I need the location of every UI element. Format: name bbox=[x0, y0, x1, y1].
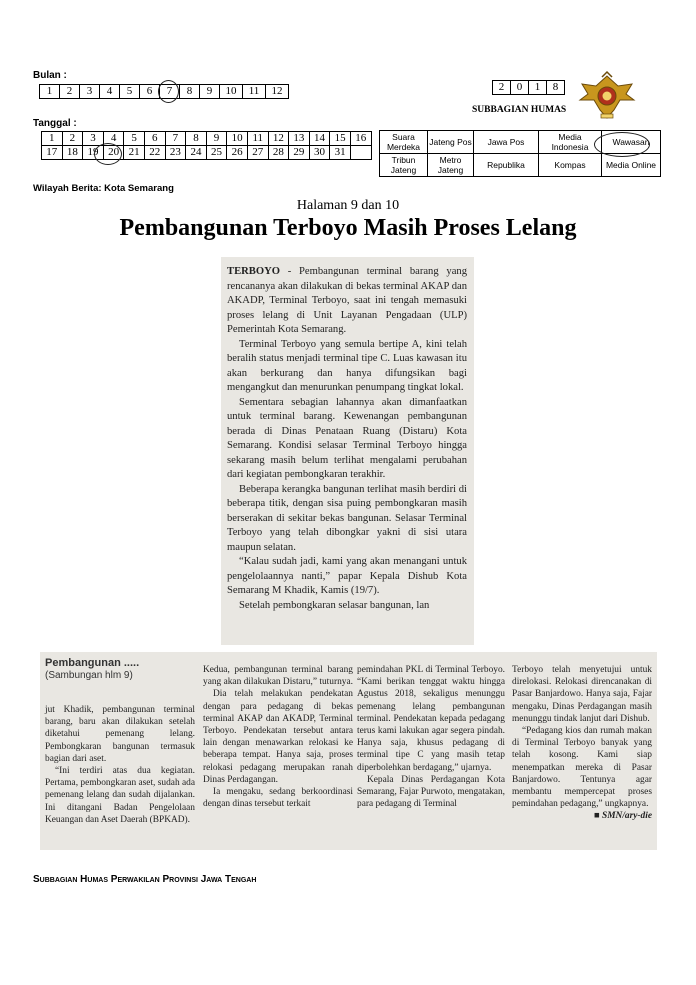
month-cell: 8 bbox=[180, 85, 200, 99]
date-cell: 23 bbox=[165, 146, 186, 160]
month-cell: 10 bbox=[220, 85, 243, 99]
media-cell: Suara Merdeka bbox=[380, 131, 428, 154]
year-digit-cell: 8 bbox=[547, 81, 565, 95]
tanggal-label: Tanggal : bbox=[33, 118, 77, 129]
date-cell: 25 bbox=[206, 146, 227, 160]
date-cell: 24 bbox=[186, 146, 207, 160]
date-cell: 9 bbox=[206, 132, 227, 146]
month-cell: 2 bbox=[60, 85, 80, 99]
wilayah-berita: Wilayah Berita: Kota Semarang bbox=[33, 183, 174, 194]
org-name: SUBBAGIAN HUMAS bbox=[472, 105, 567, 115]
month-cell: 5 bbox=[120, 85, 140, 99]
article-clipping-bottom bbox=[40, 652, 657, 850]
dateline: TERBOYO bbox=[227, 266, 280, 277]
date-cell: 7 bbox=[165, 132, 186, 146]
article-clipping-top bbox=[221, 257, 474, 645]
year-table bbox=[492, 80, 565, 95]
date-cell: 12 bbox=[268, 132, 289, 146]
month-cell: 4 bbox=[100, 85, 120, 99]
date-cell: 5 bbox=[124, 132, 145, 146]
headline: Pembangunan Terboyo Masih Proses Lelang bbox=[119, 215, 577, 241]
column-1: jut Khadik, pembangunan terminal barang, baru akan dilakukan setelah diketahui pemenang lelang. Pembongkaran bangunan termasuk bagian dari aset. “Ini terdiri atas dua kegiatan. Pertama, pembongkaran aset, sudah ada pemenang lelang dan sudah dijalankan. Ini ditangani Badan Pengelolaan Keuangan dan Aset Daerah (BPKAD). bbox=[45, 705, 195, 825]
footer-text: Subbagian Humas Perwakilan Provinsi Jawa Tengah bbox=[33, 874, 257, 885]
selected-media-circle bbox=[594, 132, 650, 157]
month-cell: 9 bbox=[200, 85, 220, 99]
selected-date-circle bbox=[94, 143, 122, 165]
year-digit-cell: 2 bbox=[493, 81, 511, 95]
date-cell bbox=[350, 146, 371, 160]
year-digit-cell: 0 bbox=[511, 81, 529, 95]
month-cell: 7 bbox=[160, 85, 180, 99]
date-cell: 3 bbox=[83, 132, 104, 146]
byline: ■ SMN/ary-die bbox=[593, 811, 652, 822]
date-cell: 17 bbox=[42, 146, 63, 160]
page-reference: Halaman 9 dan 10 bbox=[296, 198, 400, 213]
date-cell: 13 bbox=[289, 132, 310, 146]
date-cell: 20 bbox=[103, 146, 124, 160]
paragraph: Terminal Terboyo yang semula bertipe A, kini telah beralih status menjadi terminal tipe C. Luas kawasan itu akan berkurang dan hanya difungsikan bagi mengangkut dan menurunkan penumpang tingkat lokal. bbox=[227, 338, 467, 393]
month-cell: 1 bbox=[40, 85, 60, 99]
paragraph: TERBOYO - Pembangunan terminal barang yang rencananya akan dilakukan di bekas terminal AKAP dan AKADP, Terminal Terboyo, saat ini tengah memasuki proses lelang di Unit Layanan Pengadaan (ULP) Pemerintah Kota Semarang. bbox=[227, 266, 467, 335]
continuation-subtitle: (Sambungan hlm 9) bbox=[45, 670, 133, 681]
selected-month-circle bbox=[158, 80, 179, 103]
media-cell: Tribun Jateng bbox=[380, 154, 428, 177]
date-cell: 16 bbox=[350, 132, 371, 146]
date-cell: 2 bbox=[62, 132, 83, 146]
continuation-title: Pembangunan ..... bbox=[45, 657, 140, 669]
media-cell: Jawa Pos bbox=[474, 131, 539, 154]
media-cell: Jateng Pos bbox=[428, 131, 474, 154]
paragraph: “Kalau sudah jadi, kami yang akan menangani untuk pengelolaannya nanti,” papar Kepala Dishub Kota Semarang M Khadik, Kamis (19/7). bbox=[227, 556, 467, 596]
date-cell: 21 bbox=[124, 146, 145, 160]
media-cell: Kompas bbox=[539, 154, 602, 177]
date-cell: 10 bbox=[227, 132, 248, 146]
month-cell: 6 bbox=[140, 85, 160, 99]
paragraph: Sementara sebagian lahannya akan dimanfaatkan untuk terminal barang. Kewenangan pembangunan berada di Dinas Penataan Ruang (Distaru) Kota Semarang. Kondisi selasar Terminal Terboyo hingga sekarang masih belum terlihat mengalami perubahan dari kegiatan pembongkaran terakhir. bbox=[227, 396, 467, 480]
date-cell: 29 bbox=[289, 146, 310, 160]
media-cell: Metro Jateng bbox=[428, 154, 474, 177]
date-cell: 27 bbox=[247, 146, 268, 160]
date-cell: 26 bbox=[227, 146, 248, 160]
date-cell: 15 bbox=[330, 132, 351, 146]
column-2: Kedua, pembangunan terminal barang yang akan dilakukan Distaru,” tuturnya. Dia telah melakukan pendekatan dengan para pedagang di bekas terminal AKAP dan AKADP, Terminal Terboyo. Pendekatan tersebut antara lain dengan menawarkan relokasi ke beberapa tempat. Hanya saja, proses relokasi pedagang merupakan ranah Dinas Perdagangan. Ia mengaku, sedang berkoordinasi dengan dinas tersebut terkait bbox=[203, 665, 353, 810]
date-cell: 28 bbox=[268, 146, 289, 160]
media-cell: Media Online bbox=[602, 154, 661, 177]
month-cell: 12 bbox=[266, 85, 289, 99]
paragraph: Beberapa kerangka bangunan terlihat masih berdiri di beberapa titik, dengan sisa puing pembongkaran masih berserakan di sekitar bekas bangunan. Selasar Terminal Terboyo yang telah dibongkar yakni di sisi utara maupun selatan. bbox=[227, 483, 467, 553]
date-cell: 14 bbox=[309, 132, 330, 146]
date-cell: 30 bbox=[309, 146, 330, 160]
date-cell: 6 bbox=[144, 132, 165, 146]
media-cell: Wawasan bbox=[602, 131, 661, 154]
date-cell: 11 bbox=[247, 132, 268, 146]
date-cell: 18 bbox=[62, 146, 83, 160]
date-cell: 4 bbox=[103, 132, 124, 146]
paragraph: Setelah pembongkaran selasar bangunan, lan bbox=[239, 599, 430, 611]
month-cell: 3 bbox=[80, 85, 100, 99]
date-cell: 19 bbox=[83, 146, 104, 160]
dates-table bbox=[41, 131, 372, 160]
month-cell: 11 bbox=[243, 85, 266, 99]
date-cell: 22 bbox=[144, 146, 165, 160]
media-cell: Media Indonesia bbox=[539, 131, 602, 154]
date-cell: 8 bbox=[186, 132, 207, 146]
date-cell: 1 bbox=[42, 132, 63, 146]
bulan-label: Bulan : bbox=[33, 70, 67, 81]
garuda-emblem-icon bbox=[576, 70, 638, 122]
column-4: Terboyo telah menyetujui untuk direlokasi. Relokasi direncanakan di Pasar Banjardowo. Hanya saja, Fajar mengaku, Dinas Perdagangan masih menunggu tindak lanjut dari Dishub. “Pedagang kios dan rumah makan di Terminal Terboyo banyak yang telah kosong. Kami siap menempatkan mereka di Pasar Banjardowo. Tentunya agar membantu mempercepat proses pemindahan pedagang,” ungkapnya. ■ SMN/ary-die bbox=[512, 665, 652, 822]
date-cell: 31 bbox=[330, 146, 351, 160]
year-digit-cell: 1 bbox=[529, 81, 547, 95]
media-cell: Republika bbox=[474, 154, 539, 177]
column-3: pemindahan PKL di Terminal Terboyo. “Kami berikan tenggat waktu hingga Agustus 2018, sekaligus menunggu pemenang lelang pembangunan terminal. Pendekatan kepada pedagang terus kami lakukan agar segera pindah. Hanya saja, khusus pedagang di terminal tipe C yang masih tetap diperbolehkan berdagang,” ujarnya. Kepala Dinas Perdagangan Kota Semarang, Fajar Purwoto, mengatakan, para pedagang di Terminal bbox=[357, 665, 505, 810]
